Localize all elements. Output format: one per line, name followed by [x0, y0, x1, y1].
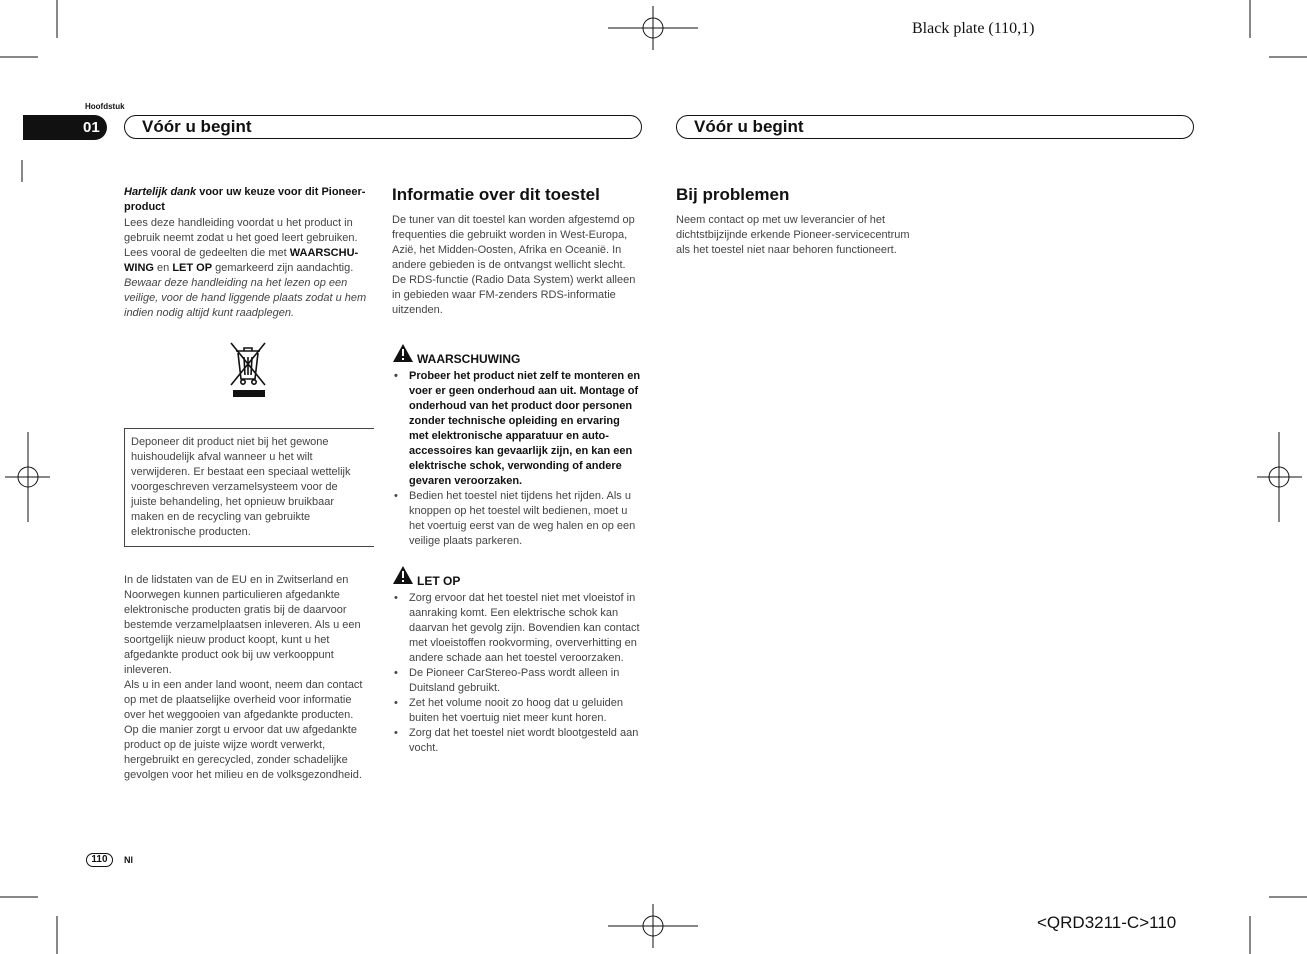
disposal-paragraph-3: Op die manier zorgt u ervoor dat uw afgedankte product op de juiste wijze wordt verwerkt, hergebruikt en gerecycled, zonder schadelijke gevolgen voor het milieu en de volksgezondheid. — [124, 724, 362, 781]
warning-title: WAARSCHUWING — [417, 352, 521, 366]
language-code: Nl — [124, 855, 133, 865]
caution-title: LET OP — [417, 574, 461, 588]
keyword-warning: WAARSCHU-WING — [124, 247, 359, 274]
section-header-left: Vóór u begint — [124, 115, 642, 139]
chapter-label: Hoofdstuk — [85, 102, 125, 111]
warning-triangle-icon — [392, 343, 414, 367]
intro-heading — [124, 185, 374, 215]
intro-heading-rest: voor uw keuze voor dit Pioneer-product — [124, 186, 366, 213]
chapter-number: 01 — [23, 115, 107, 140]
disposal-notice-text: Deponeer dit product niet bij het gewone huishoudelijk afval wanneer u het wilt verwijderen. Er bestaat een speciaal wettelijk voorgeschreven verzamelsysteem voor de juiste behandeling, het opnieuw bruikbaar maken en de recycling van gebruikte elektronische producten. — [131, 436, 351, 538]
weee-bin-icon — [228, 339, 268, 406]
disposal-paragraph-2: Als u in een ander land woont, neem dan contact op met de plaatselijke overheid voor informatie over het weggooien van afgedankte producten. — [124, 679, 363, 721]
intro-heading-italic: Hartelijk dank — [124, 186, 197, 198]
section-header-right: Vóór u begint — [676, 115, 1194, 139]
caution-triangle-icon — [392, 565, 414, 589]
caution-item: • Zet het volume nooit zo hoog dat u geluiden buiten het voertuig niet meer kunt horen. — [392, 696, 642, 726]
disposal-info — [124, 573, 374, 783]
document-code: <QRD3211-C>110 — [1037, 913, 1177, 932]
column-right — [676, 185, 926, 258]
warning-item: • Bedien het toestel niet tijdens het rijden. Als u knoppen op het toestel wilt bedienen, moet u het voertuig eerst van de weg halen en op een veilige plaats parkeren. — [392, 489, 642, 549]
column-middle — [392, 185, 642, 756]
keyword-caution: LET OP — [172, 262, 213, 274]
intro-text-mid: en — [153, 262, 173, 274]
intro-storage-note: Bewaar deze handleiding na het lezen op een veilige, voor de hand liggende plaats zodat u hem indien nodig altijd kunt raadplegen. — [124, 277, 367, 319]
intro-text: Lees deze handleiding voordat u het product in gebruik neemt zodat u het goed leert gebruiken. Lees vooral de gedeelten die met — [124, 217, 358, 259]
problems-title: Bij problemen — [676, 185, 790, 204]
disposal-notice-box — [124, 428, 374, 547]
caution-item: • De Pioneer CarStereo-Pass wordt alleen in Duitsland gebruikt. — [392, 666, 642, 696]
page-number: 110 — [86, 853, 113, 867]
disposal-paragraph-1: In de lidstaten van de EU en in Zwitserland en Noorwegen kunnen particulieren afgedankte elektronische producten gratis bij de daarvoor bestemde verzamelplaatsen inleveren. Als u een soortgelijk nieuw product koopt, kunt u het afgedankte product ook bij uw verkooppunt inleveren. — [124, 574, 361, 676]
problems-text: Neem contact op met uw leverancier of het dichtstbijzijnde erkende Pioneer-servicecentrum als het toestel niet naar behoren functioneert. — [676, 214, 910, 256]
warning-section — [392, 343, 642, 549]
intro-text-end: gemarkeerd zijn aandachtig. — [212, 262, 354, 274]
caution-item: • Zorg ervoor dat het toestel niet met vloeistof in aanraking komt. Een elektrische schok kan daarvan het gevolg zijn. Bovendien kan contact met vloeistoffen rookvorming, oververhitting en andere schade aan het toestel veroorzaken. — [392, 591, 642, 666]
info-title: Informatie over dit toestel — [392, 185, 600, 204]
column-left — [124, 185, 374, 783]
warning-item: • Probeer het product niet zelf te monteren en voer er geen onderhoud aan uit. Montage of onderhoud van het product door personen zonder technische opleiding en ervaring met elektronische apparatuur en auto-accessoires kan gevaarlijk zijn, en kan een elektrische schok, verwonding of andere gevaren veroorzaken. — [392, 369, 642, 489]
caution-section — [392, 565, 642, 756]
plate-label: Black plate (110,1) — [912, 20, 1035, 37]
info-text: De tuner van dit toestel kan worden afgestemd op frequenties die gebruikt worden in West-Europa, Azië, het Midden-Oosten, Afrika en Oceanië. In andere gebieden is de ontvangst wellicht slecht. De RDS-functie (Radio Data System) werkt alleen in gebieden waar FM-zenders RDS-informatie uitzenden. — [392, 214, 636, 316]
intro-paragraph — [124, 216, 374, 276]
caution-item: • Zorg dat het toestel niet wordt blootgesteld aan vocht. — [392, 726, 642, 756]
